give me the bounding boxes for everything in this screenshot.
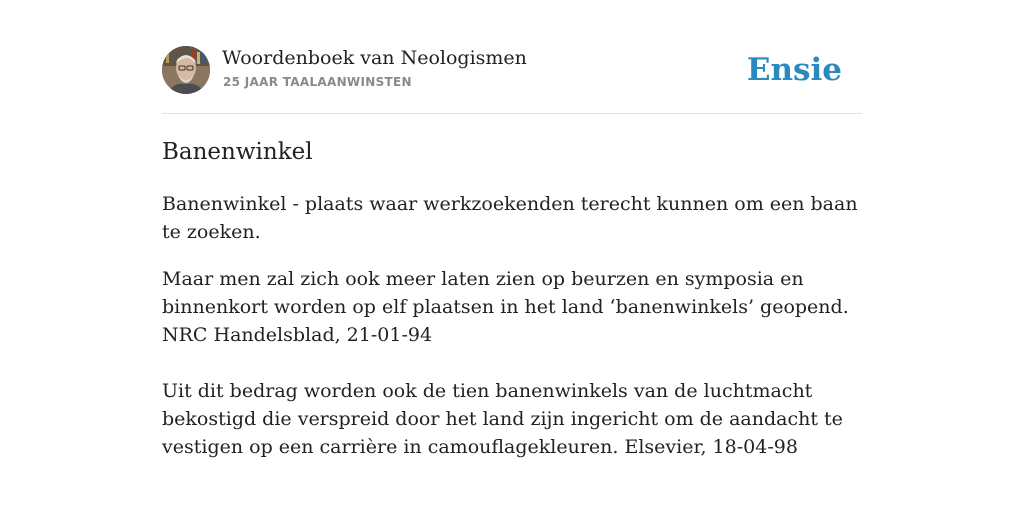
page-title: Banenwinkel <box>162 139 313 165</box>
brand-logo[interactable]: Ensie <box>746 52 842 88</box>
quote-paragraph: Maar men zal zich ook meer laten zien op beurzen en symposia en binnenkort worden op elf plaatsen in het land ‘banenwinkels’ geopend. NRC Handelsblad, 21-01-94 <box>162 268 849 346</box>
header <box>162 46 862 96</box>
quote-paragraph: Uit dit bedrag worden ook de tien banenwinkels van de luchtmacht bekostigd die verspreid door het land zijn ingericht om de aandacht te vestigen op een carrière in camouflagekleuren. Elsevier, 18-04-98 <box>162 380 843 458</box>
author-portrait-icon <box>162 46 210 94</box>
header-divider <box>162 113 862 114</box>
author-name[interactable]: Woordenboek van Neologismen <box>222 47 527 69</box>
avatar[interactable] <box>162 46 210 94</box>
definition-text: Banenwinkel - plaats waar werkzoekenden terecht kunnen om een baan te zoeken. <box>162 193 858 243</box>
author-subtitle: 25 JAAR TAALAANWINSTEN <box>223 75 412 89</box>
